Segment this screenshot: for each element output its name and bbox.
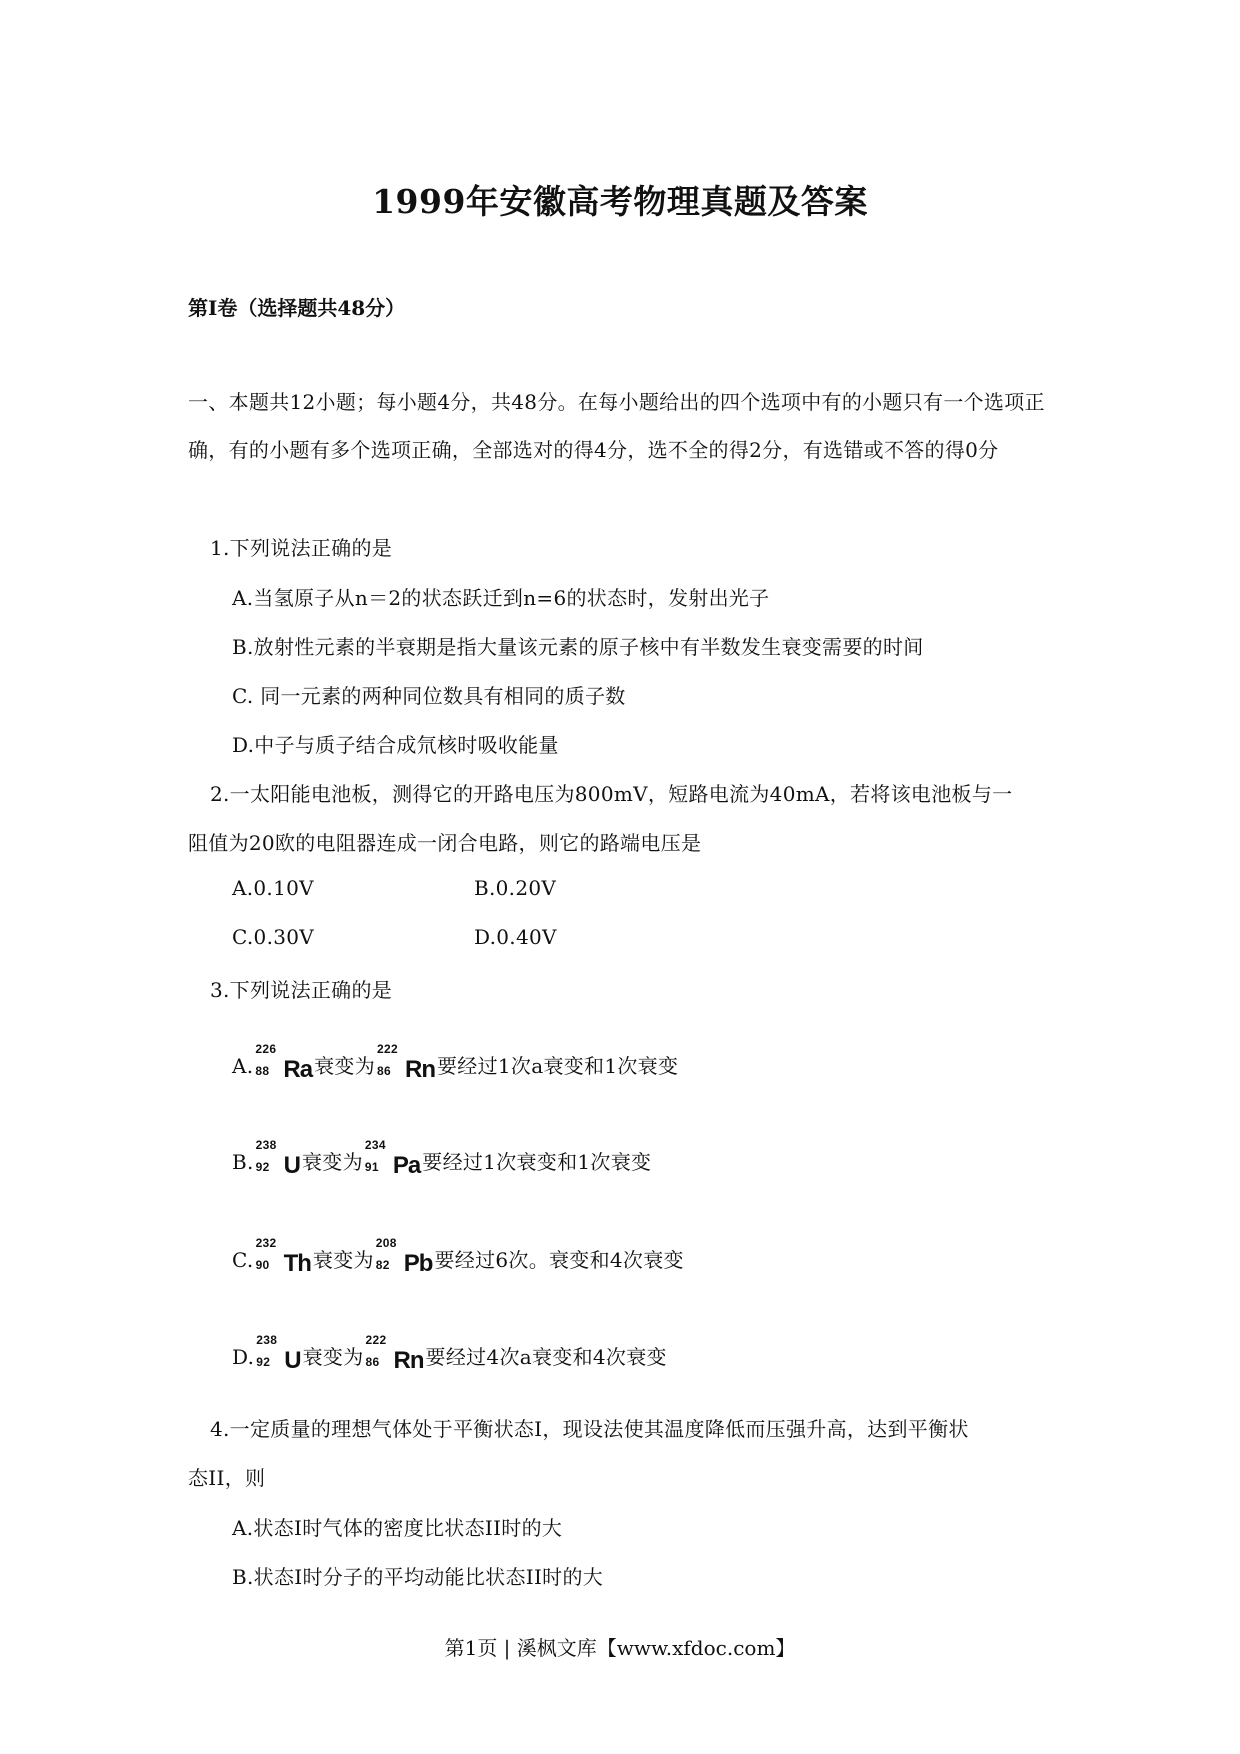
page-title: 1999年安徽高考物理真题及答案 (372, 182, 868, 221)
mass-number: 208 (375, 1236, 397, 1250)
question-4-option-b: B.状态I时分子的平均动能比状态II时的大 (232, 1565, 604, 1589)
question-1-option-b: B.放射性元素的半衰期是指大量该元素的原子核中有半数发生衰变需要的时间 (232, 635, 924, 659)
question-2-option-a: A.0.10V (232, 876, 314, 900)
element-symbol: U (283, 1152, 300, 1179)
atomic-number: 90 (255, 1258, 270, 1272)
atomic-number: 86 (377, 1064, 391, 1078)
option-label: C. (232, 1248, 254, 1272)
question-1-stem: 1.下列说法正确的是 (210, 536, 393, 560)
question-2-option-c: C.0.30V (232, 925, 315, 949)
option-text: 要经过4次a衰变和4次衰变 (425, 1345, 667, 1369)
option-text: 衰变为 (314, 1054, 375, 1078)
element-symbol: Rn (393, 1347, 424, 1374)
question-2-stem-line-2: 阻值为20欧的电阻器连成一闭合电路，则它的路端电压是 (188, 831, 702, 855)
page-footer: 第1页 | 溪枫文库【www.xfdoc.com】 (444, 1636, 796, 1660)
nuclide-symbol (365, 1333, 424, 1375)
nuclide-symbol (364, 1138, 421, 1180)
instructions-paragraph: 一、本题共12小题；每小题4分，共48分。在每小题给出的四个选项中有的小题只有一个选项正确，有的小题有多个选项正确，全部选对的得4分，选不全的得2分，有选错或不答的得0分 (188, 390, 1045, 462)
nuclide-symbol (375, 1236, 433, 1278)
question-3-option-d (232, 1333, 667, 1375)
option-text: 要经过1次a衰变和1次衰变 (437, 1054, 679, 1078)
question-4-stem-line-2: 态II，则 (188, 1466, 266, 1490)
atomic-number: 92 (256, 1355, 271, 1369)
element-symbol: Rn (405, 1056, 435, 1083)
element-symbol: Th (283, 1250, 311, 1277)
option-label: B. (232, 1150, 254, 1174)
atomic-number: 86 (365, 1355, 380, 1369)
option-text: 衰变为 (312, 1248, 374, 1272)
nuclide-symbol (377, 1042, 435, 1084)
question-2-option-d: D.0.40V (474, 925, 557, 949)
nuclide-symbol (255, 1236, 311, 1278)
question-1-option-d: D.中子与质子结合成氘核时吸收能量 (232, 733, 559, 757)
nuclide-symbol (255, 1042, 313, 1084)
mass-number: 232 (255, 1236, 277, 1250)
question-4-stem-line-1: 4.一定质量的理想气体处于平衡状态I，现设法使其温度降低而压强升高，达到平衡状 (210, 1417, 969, 1441)
mass-number: 222 (365, 1333, 387, 1347)
nuclide-symbol (255, 1138, 300, 1180)
atomic-number: 91 (364, 1160, 379, 1174)
option-text: 要经过1次衰变和1次衰变 (422, 1150, 652, 1174)
atomic-number: 92 (255, 1160, 270, 1174)
nuclide-symbol (256, 1333, 301, 1375)
atomic-number: 82 (375, 1258, 390, 1272)
question-4-option-a: A.状态I时气体的密度比状态II时的大 (232, 1516, 563, 1540)
element-symbol: Pb (403, 1250, 433, 1277)
mass-number: 222 (377, 1042, 398, 1056)
question-1-option-c: C. 同一元素的两种同位数具有相同的质子数 (232, 684, 626, 708)
option-label: D. (232, 1345, 255, 1369)
question-3-option-a (232, 1042, 679, 1084)
option-text: 衰变为 (302, 1150, 363, 1174)
element-symbol: Pa (392, 1152, 421, 1179)
question-3-option-b (232, 1138, 652, 1180)
option-text: 要经过6次。衰变和4次衰变 (434, 1248, 684, 1272)
atomic-number: 88 (255, 1064, 270, 1078)
question-2-option-b: B.0.20V (474, 876, 557, 900)
option-text: 衰变为 (302, 1345, 364, 1369)
mass-number: 234 (364, 1138, 386, 1152)
option-label: A. (232, 1054, 254, 1078)
mass-number: 226 (255, 1042, 277, 1056)
question-2-stem-line-1: 2.一太阳能电池板，测得它的开路电压为800mV，短路电流为40mA，若将该电池板与一 (210, 782, 1013, 806)
mass-number: 238 (256, 1333, 278, 1347)
question-3-option-c (232, 1236, 684, 1278)
question-1-option-a: A.当氢原子从n＝2的状态跃迁到n=6的状态时，发射出光子 (232, 586, 770, 610)
element-symbol: U (284, 1347, 301, 1374)
question-3-stem: 3.下列说法正确的是 (210, 978, 393, 1002)
section-heading: 第I卷（选择题共48分） (188, 296, 406, 320)
mass-number: 238 (255, 1138, 277, 1152)
element-symbol: Ra (283, 1056, 313, 1083)
